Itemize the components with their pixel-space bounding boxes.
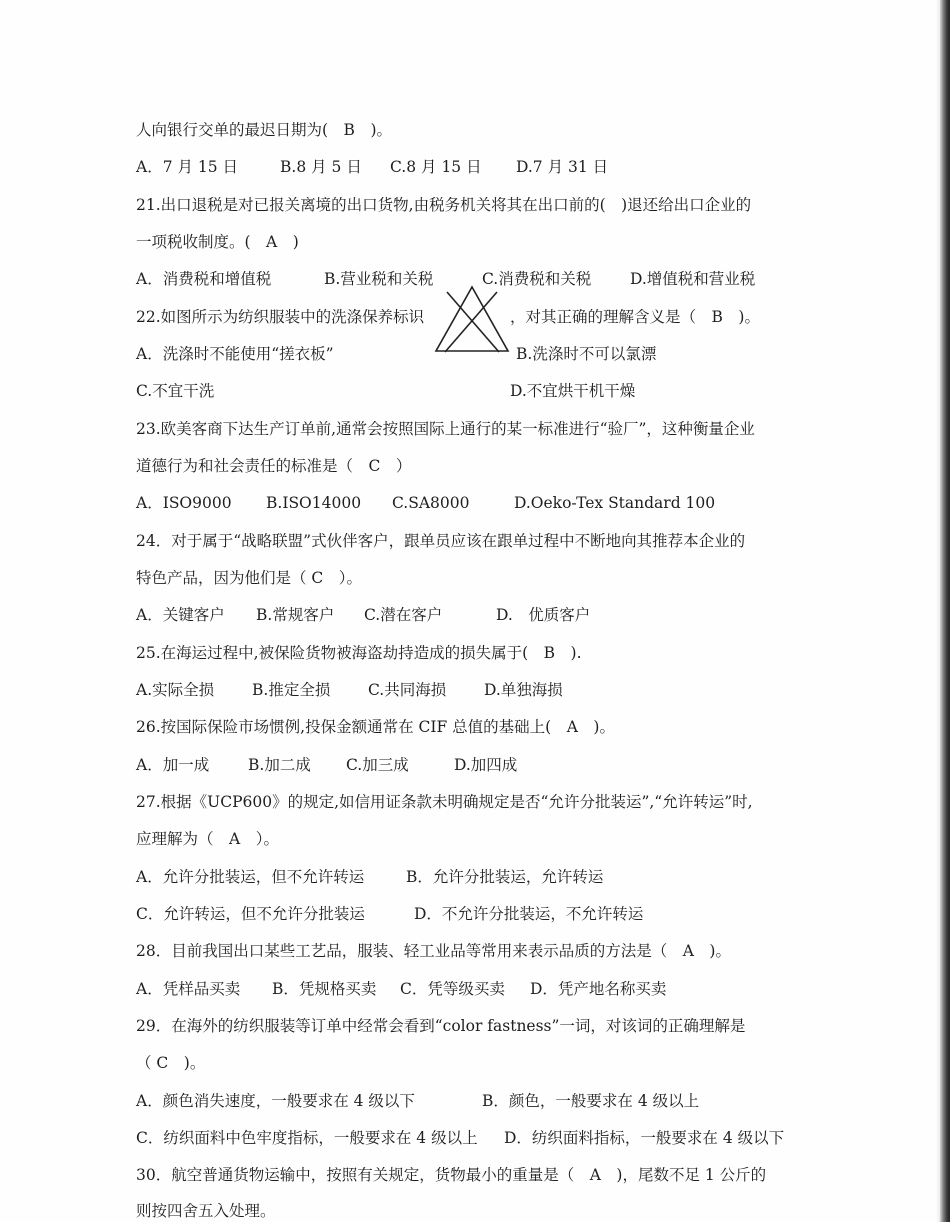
option-c: C.8 月 15 日 (390, 158, 482, 176)
options-line (136, 492, 736, 514)
option-d: D．纺织面料指标，一般要求在 4 级以下 (504, 1129, 785, 1147)
option-b: B．凭规格买卖 (272, 980, 377, 998)
option-b: B.ISO14000 (266, 494, 362, 512)
options-line (136, 978, 716, 1000)
option-c: C.消费税和关税 (482, 270, 592, 288)
option-d: D.加四成 (454, 756, 518, 774)
option-a: A．凭样品买卖 (136, 980, 241, 998)
text-line: 道德行为和社会责任的标准是（ C ） (136, 457, 412, 475)
text-line: 21.出口退税是对已报关离境的出口货物,由税务机关将其在出口前的( )退还给出口企业的 (136, 196, 752, 214)
options-line (136, 679, 616, 701)
option-c: C.共同海损 (368, 681, 447, 699)
text-line: （ C )。 (136, 1054, 206, 1072)
option-a: A．ISO9000 (136, 494, 232, 512)
option-c: C.加三成 (346, 756, 409, 774)
text-line: 25.在海运过程中,被保险货物被海盗劫持造成的损失属于( B ). (136, 644, 582, 662)
text-line: 24．对于属于“战略联盟”式伙伴客户，跟单员应该在跟单过程中不断地向其推荐本企业的 (136, 532, 746, 550)
option-d: D.7 月 31 日 (516, 158, 609, 176)
option-a: A．7 月 15 日 (136, 158, 239, 176)
options-line (136, 903, 696, 925)
text-line: 23.欧美客商下达生产订单前,通常会按照国际上通行的某一标准进行“验厂”，这种衡量企业 (136, 420, 755, 438)
option-d: D．不允许分批装运，不允许转运 (414, 905, 644, 923)
option-b: B.加二成 (248, 756, 311, 774)
question-stem: 22.如图所示为纺织服装中的洗涤保养标识 (136, 308, 425, 326)
option-d: D．凭产地名称买卖 (530, 980, 667, 998)
option-b: B.营业税和关税 (324, 270, 434, 288)
text-line: 一项税收制度。( A ) (136, 233, 299, 251)
option-a: A．颜色消失速度，一般要求在 4 级以下 (136, 1092, 415, 1110)
option-c: C.不宜干洗 (136, 382, 215, 400)
option-b: B．允许分批装运，允许转运 (406, 868, 604, 886)
options-line (136, 604, 636, 626)
option-d: D.单独海损 (484, 681, 563, 699)
options-line (136, 380, 676, 402)
option-c: C.潜在客户 (364, 606, 443, 624)
option-a: A．允许分批装运，但不允许转运 (136, 868, 365, 886)
options-line (136, 1090, 736, 1112)
option-d: D.Oeko-Tex Standard 100 (514, 494, 716, 512)
option-a: A．加一成 (136, 756, 210, 774)
text-line: 28．目前我国出口某些工艺品，服装、轻工业品等常用来表示品质的方法是（ A )。 (136, 942, 731, 960)
option-c: C.SA8000 (392, 494, 470, 512)
options-line (136, 343, 676, 365)
options-line (136, 866, 696, 888)
option-a: A．关键客户 (136, 606, 225, 624)
text-line: 29．在海外的纺织服装等订单中经常会看到“color fastness”一词，对该词的正确理解是 (136, 1017, 746, 1035)
text-line: 26.按国际保险市场惯例,投保金额通常在 CIF 总值的基础上( A )。 (136, 718, 615, 736)
option-d: D.不宜烘干机干燥 (510, 382, 636, 400)
option-d: D. 优质客户 (496, 606, 591, 624)
option-b: B.推定全损 (252, 681, 331, 699)
option-c: C．允许转运，但不允许分批装运 (136, 905, 365, 923)
option-b: B.常规客户 (256, 606, 335, 624)
option-d: D.增值税和营业税 (630, 270, 756, 288)
options-line (136, 1127, 808, 1149)
text-line: 特色产品，因为他们是（ C ）。 (136, 569, 363, 587)
text-line: 27.根据《UCP600》的规定,如信用证条款未明确规定是否“允许分批装运”,“允许转运”时, (136, 793, 753, 811)
question-stem-cont: ，对其正确的理解含义是（ B )。 (510, 308, 760, 326)
text-line: 人向银行交单的最迟日期为( B )。 (136, 121, 392, 139)
options-line (136, 754, 576, 776)
option-a: A．洗涤时不能使用“搓衣板” (136, 345, 334, 363)
option-b: B.洗涤时不可以氯漂 (516, 345, 657, 363)
text-line: 应理解为（ A ）。 (136, 830, 279, 848)
option-c: C．纺织面料中色牢度指标，一般要求在 4 级以上 (136, 1129, 478, 1147)
option-b: B.8 月 5 日 (280, 158, 362, 176)
option-b: B．颜色，一般要求在 4 级以上 (482, 1092, 700, 1110)
option-c: C．凭等级买卖 (400, 980, 505, 998)
text-line: 30．航空普通货物运输中，按照有关规定，货物最小的重量是（ A )，尾数不足 1 公斤的 (136, 1166, 767, 1184)
option-a: A.实际全损 (136, 681, 215, 699)
option-a: A．消费税和增值税 (136, 270, 272, 288)
options-line (136, 156, 736, 178)
text-line: 则按四舍五入处理。 (136, 1202, 276, 1220)
page-edge-shadow (940, 0, 950, 1222)
